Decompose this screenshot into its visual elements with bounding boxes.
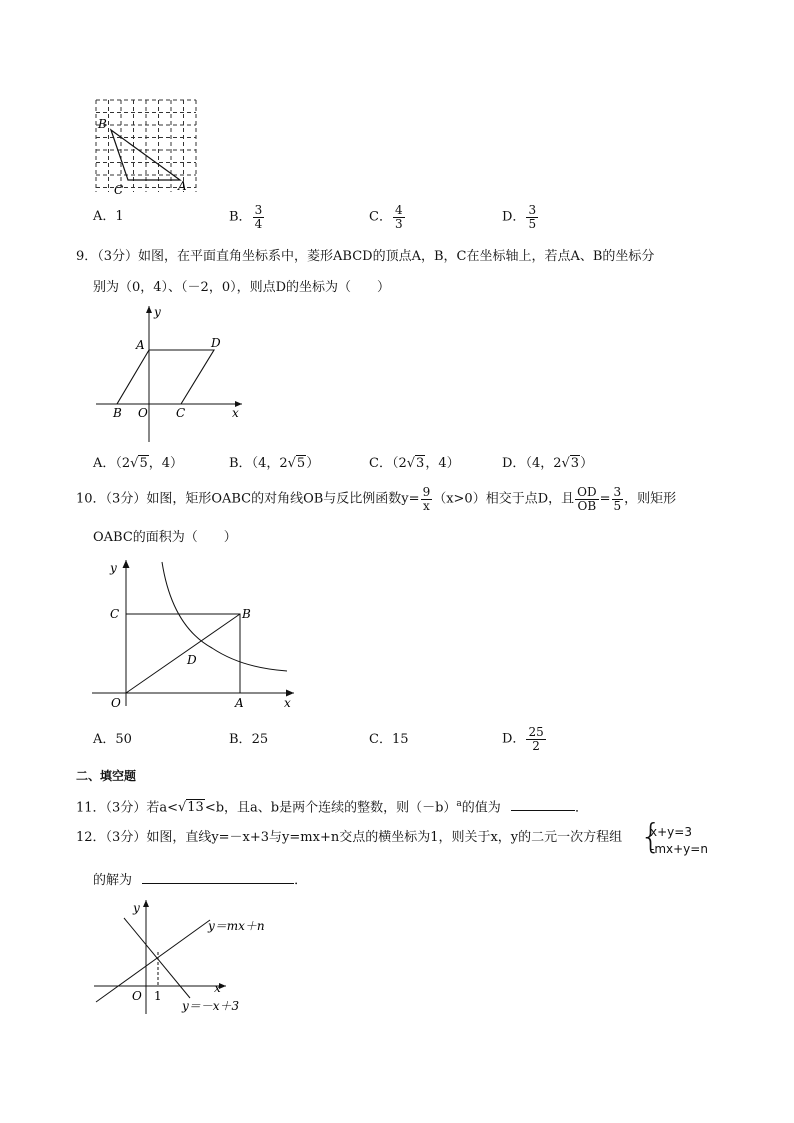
q9-rhombus xyxy=(117,350,214,404)
q8-figure xyxy=(92,96,202,204)
q10-line2: OABC的面积为（ ） xyxy=(93,530,237,545)
q10-option-c: C．15 xyxy=(369,732,409,747)
q8-label-c: C xyxy=(114,183,124,197)
svg-text:O: O xyxy=(138,406,148,420)
svg-text:y: y xyxy=(154,305,161,319)
q9-option-c: C．（2√3，4） xyxy=(369,456,460,471)
q12-figure xyxy=(92,896,292,1024)
q8-label-a: A xyxy=(178,179,187,193)
svg-text:B: B xyxy=(113,406,122,420)
svg-text:C: C xyxy=(110,607,120,621)
svg-text:x: x xyxy=(284,696,291,710)
svg-text:y: y xyxy=(133,901,140,915)
svg-text:x: x xyxy=(232,406,239,420)
svg-text:C: C xyxy=(176,406,186,420)
q11-line: 11．（3分）若a<√13<b，且a、b是两个连续的整数，则$(-b)^a$的值为 ． xyxy=(76,799,588,816)
q9-line2: 别为（0，4）、（－2，0），则点D的坐标为（ ） xyxy=(93,280,391,295)
q10-option-b: B．25 xyxy=(229,732,269,747)
section-title: 二、填空题 xyxy=(76,769,137,783)
q9-option-a: A．（2√5，4） xyxy=(93,456,184,471)
svg-text:O: O xyxy=(132,989,142,1003)
svg-text:x: x xyxy=(214,981,221,995)
q12-line-mxn xyxy=(96,920,210,1002)
q8-option-a: A．1 xyxy=(93,209,124,224)
q9-line1: 9．（3分）如图，在平面直角坐标系中，菱形ABCD的顶点A，B，C在坐标轴上，若点A、B的坐标分 xyxy=(76,249,655,264)
q9-figure xyxy=(92,300,252,450)
q10-option-d: D． $\frac{25}{2}$ xyxy=(502,725,544,753)
svg-text:O: O xyxy=(111,696,121,710)
q12-eq1: x+y=3 xyxy=(650,825,692,839)
svg-text:1: 1 xyxy=(154,989,162,1003)
q10-option-a: A．50 xyxy=(93,732,132,747)
q8-option-c: C． $\frac{4}{3}$ xyxy=(369,203,403,231)
svg-text:A: A xyxy=(136,338,145,352)
q12-line2: 的解为 ． xyxy=(93,873,308,888)
q8-option-b: B． $\frac{3}{4}$ xyxy=(229,203,263,231)
q11-answer-blank[interactable] xyxy=(511,810,575,811)
svg-text:D: D xyxy=(211,336,221,350)
q9-option-d: D．（4，2√3） xyxy=(502,456,594,471)
q12-answer-blank[interactable] xyxy=(142,883,294,884)
q10-diagonal xyxy=(126,614,240,693)
q8-label-b: B xyxy=(98,117,107,131)
q12-eq2: -mx+y=n xyxy=(650,842,708,857)
svg-text:y＝mx＋n: y＝mx＋n xyxy=(208,919,265,933)
q10-figure xyxy=(92,556,302,720)
q10-line1: 10．（3分）如图，矩形OABC的对角线OB与反比例函数y= $\frac{9}{x}$ （x>0）相交于点D，且 $\frac{OD}{OB}$ = $\frac{3}{5}$ ，则矩形 xyxy=(76,485,677,513)
q12-line1: 12．（3分）如图，直线y=－x+3与y=mx+n交点的横坐标为1，则关于x，y的二元一次方程组 xyxy=(76,830,623,845)
svg-text:y: y xyxy=(110,561,117,575)
q9-option-b: B．（4，2√5） xyxy=(229,456,320,471)
q8-option-d: D． $\frac{3}{5}$ xyxy=(502,203,537,231)
svg-text:y＝－x＋3: y＝－x＋3 xyxy=(182,999,240,1013)
svg-text:B: B xyxy=(242,607,251,621)
svg-text:A: A xyxy=(235,696,244,710)
svg-text:D: D xyxy=(187,653,197,667)
q12-system: { x+y=3 -mx+y=n xyxy=(640,817,708,857)
